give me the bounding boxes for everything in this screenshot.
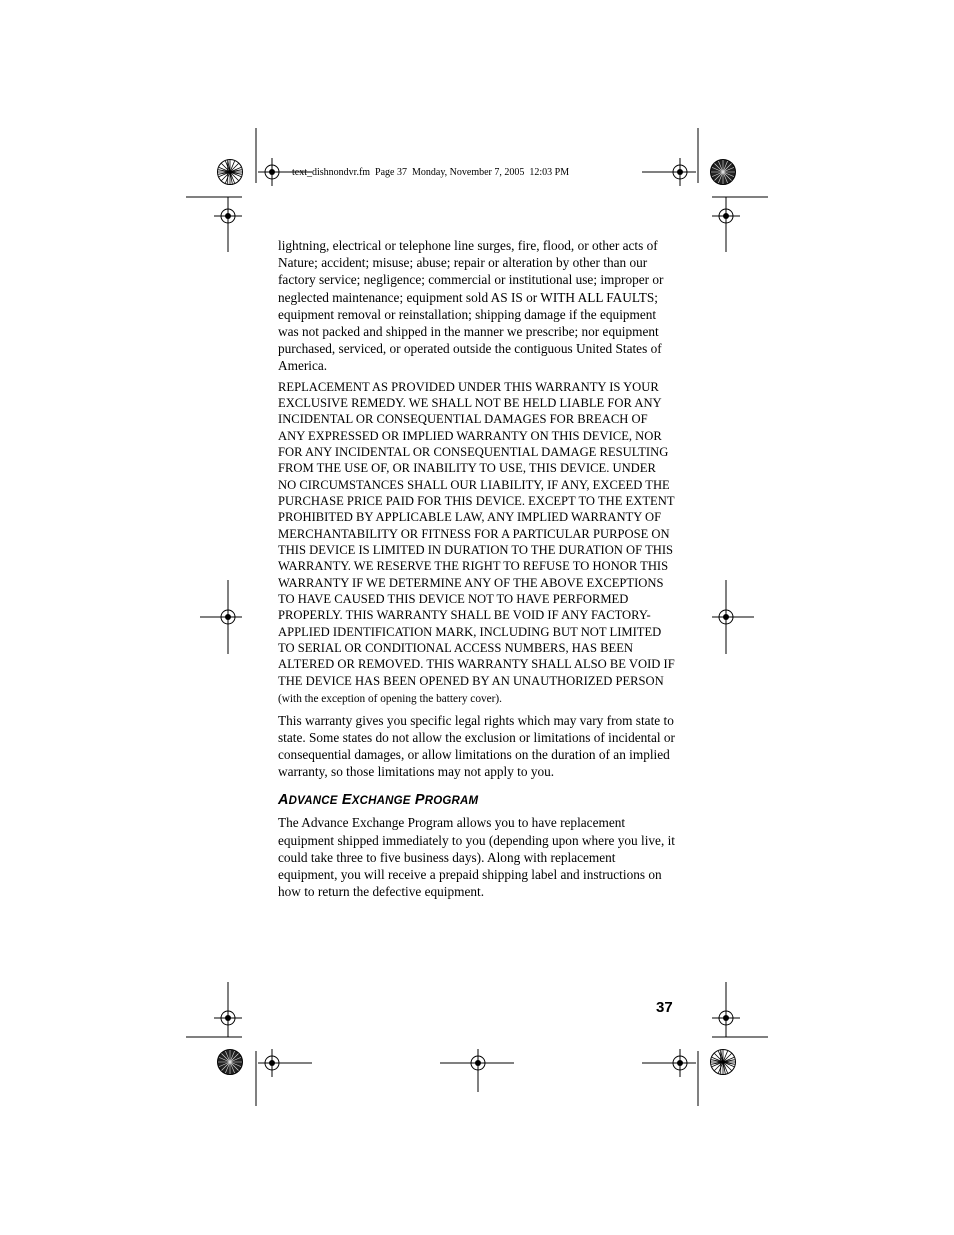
page-number: 37 [656,999,673,1016]
color-bar-sunburst [218,1050,243,1075]
legal-rights-paragraph: This warranty gives you specific legal rights which may vary from state to state. Some states do not allow the exclusion or limitations of incidental or consequential damages, or allow limitations on the duration of an implied warranty, so those limitations may not apply to you. [278,712,675,780]
color-bar-sunburst [711,160,736,185]
disclaimer-caps-text: REPLACEMENT AS PROVIDED UNDER THIS WARRANTY IS YOUR EXCLUSIVE REMEDY. WE SHALL NOT BE HELD LIABLE FOR ANY INCIDENTAL OR CONSEQUENTIAL DAMAGES FOR BREACH OF ANY EXPRESSED OR IMPLIED WARRANTY ON THIS DEVICE, NOR FOR ANY INCIDENTAL OR CONSEQUENTIAL DAMAGE RESULTING FROM THE USE OF, OR INABILITY TO USE, THIS DEVICE. UNDER NO CIRCUMSTANCES SHALL OUR LIABILITY, IF ANY, EXCEED THE PURCHASE PRICE PAID FOR THIS DEVICE. EXCEPT TO THE EXTENT PROHIBITED BY APPLICABLE LAW, ANY IMPLIED WARRANTY OF MERCHANTABILITY OR FITNESS FOR A PARTICULAR PURPOSE ON THIS DEVICE IS LIMITED IN DURATION TO THE DURATION OF THIS WARRANTY. WE RESERVE THE RIGHT TO REFUSE TO HONOR THIS WARRANTY IF WE DETERMINE ANY OF THE ABOVE EXCEPTIONS TO HAVE CAUSED THIS DEVICE NOT TO HAVE PERFORMED PROPERLY. THIS WARRANTY SHALL BE VOID IF ANY FACTORY-APPLIED IDENTIFICATION MARK, INCLUDING BUT NOT LIMITED TO SERIAL OR CONDITIONAL ACCESS NUMBERS, HAS BEEN ALTERED OR REMOVED. THIS WARRANTY SHALL ALSO BE VOID IF THE DEVICE HAS BEEN OPENED BY AN UNAUTHORIZED PERSON [278,379,675,688]
color-bar-sunburst [711,1050,736,1075]
warranty-disclaimer-paragraph [278,379,676,708]
section-heading: ADVANCE EXCHANGE PROGRAM [278,792,479,809]
disclaimer-tail-text: (with the exception of opening the battery cover). [278,693,502,706]
running-header: text_dishnondvr.fm Page 37 Monday, November 7, 2005 12:03 PM [292,167,570,178]
warranty-exclusions-paragraph: lightning, electrical or telephone line surges, fire, flood, or other acts of Nature; accident; misuse; abuse; repair or alteration by other than our factory service; negligence; commercial or institutional use; improper or neglected maintenance; equipment sold AS IS or WITH ALL FAULTS; equipment removal or reinstallation; shipping damage if the equipment was not packed and shipped in the manner we prescribe; nor equipment purchased, serviced, or operated outside the contiguous United States of America. [278,238,664,374]
advance-exchange-paragraph: The Advance Exchange Program allows you to have replacement equipment shipped immediately to you (depending upon where you live, it could take three to five business days). Along with replacement equipment, you will receive a prepaid shipping label and instructions on how to return the defective equipment. [278,815,675,900]
color-bar-sunburst [218,160,243,185]
page-content [278,237,676,900]
